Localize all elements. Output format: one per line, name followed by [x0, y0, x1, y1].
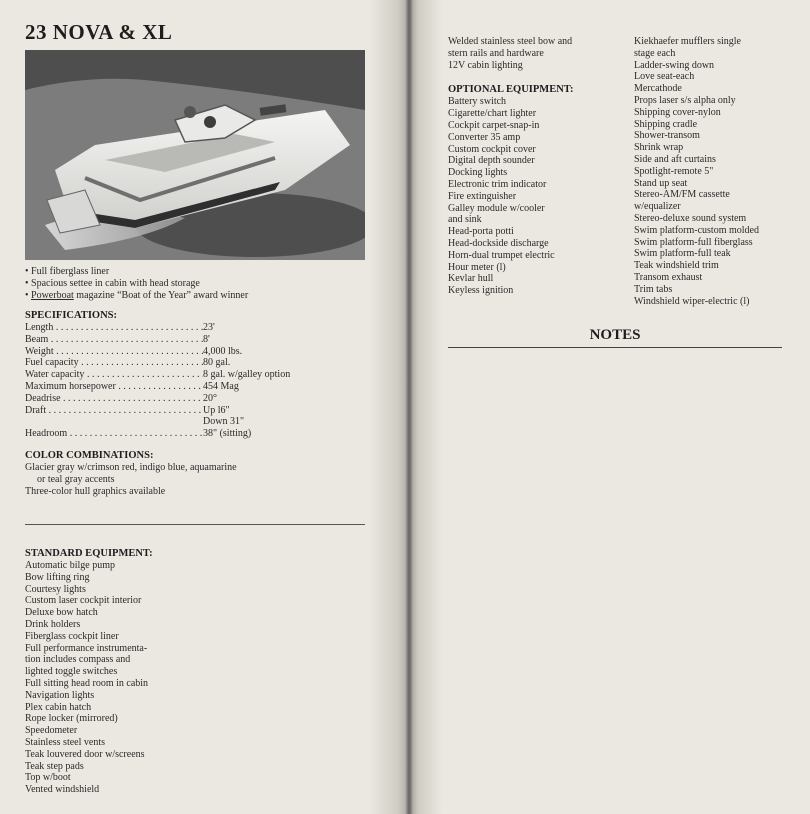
spec-row: [25, 346, 325, 358]
list-item: Spotlight-remote 5": [634, 165, 714, 177]
notes-divider: [448, 347, 782, 348]
list-item: Speedometer: [25, 725, 78, 737]
list-item: Horn-dual trumpet electric: [448, 249, 555, 261]
list-item: 12V cabin lighting: [448, 59, 523, 71]
color-combinations-heading: COLOR COMBINATIONS:: [25, 450, 154, 461]
right-column-2: [634, 36, 804, 307]
list-item: Transom exhaust: [634, 271, 703, 283]
list-item: Courtesy lights: [25, 583, 86, 595]
spec-value: Up l6" Down 31": [203, 404, 245, 428]
spec-row: [25, 357, 325, 369]
spec-row: [25, 334, 325, 346]
spec-row: [25, 428, 325, 440]
list-item: Ladder-swing down: [634, 59, 715, 71]
list-item: Cigarette/chart lighter: [448, 108, 537, 120]
list-item: Cockpit carpet-snap-in: [448, 119, 540, 131]
spec-row: [25, 405, 325, 429]
spec-label: Fuel capacity . . .: [25, 357, 203, 369]
bullet-item: [25, 290, 248, 302]
list-item: Battery switch: [448, 96, 507, 108]
list-item: Windshield wiper-electric (l): [634, 295, 750, 307]
list-item: Top w/boot: [25, 772, 71, 784]
spec-label: Deadrise . . .: [25, 393, 203, 405]
list-item: Mercathode: [634, 83, 682, 95]
section-divider: [25, 524, 365, 525]
specifications-heading: SPECIFICATIONS:: [25, 310, 117, 321]
bullet-item: • Full fiberglass liner: [25, 266, 248, 278]
optional-equipment-heading: OPTIONAL EQUIPMENT:: [448, 84, 574, 96]
spec-label: Draft . . .: [25, 405, 203, 429]
spec-value: 8 gal. w/galley option: [203, 369, 291, 381]
spec-label: Weight . . .: [25, 346, 203, 358]
list-item: Swim platform-full fiberglass: [634, 236, 753, 248]
list-item: Automatic bilge pump: [25, 560, 115, 571]
list-item: Swim platform-custom molded: [634, 224, 759, 236]
list-item: Drink holders: [25, 618, 81, 630]
list-item: Stereo-deluxe sound system: [634, 212, 747, 224]
spec-label: Water capacity . . .: [25, 369, 203, 381]
list-item: Vented windshield: [25, 784, 100, 796]
list-item: Custom laser cockpit interior: [25, 595, 142, 607]
page-title: 23 NOVA & XL: [25, 20, 173, 44]
list-item: Navigation lights: [25, 689, 95, 701]
list-item: Bow lifting ring: [25, 571, 90, 583]
color-line: Glacier gray w/crimson red, indigo blue, aquamarine: [25, 462, 237, 473]
list-item: Docking lights: [448, 167, 508, 179]
list-item: Props laser s/s alpha only: [634, 94, 736, 106]
list-item: Teak step pads: [25, 760, 84, 772]
spec-row: [25, 381, 325, 393]
spec-row: [25, 322, 325, 334]
hull-graphics-note: Three-color hull graphics available: [25, 485, 166, 497]
spec-label: Headroom . . .: [25, 428, 203, 440]
spec-row: [25, 393, 325, 405]
list-item: Stand up seat: [634, 177, 688, 189]
list-item: Plex cabin hatch: [25, 701, 92, 713]
list-item: Trim tabs: [634, 283, 673, 295]
spec-value: 8': [203, 333, 210, 345]
list-item: Shower-transom: [634, 130, 700, 142]
standard-equipment-heading: STANDARD EQUIPMENT:: [25, 548, 153, 559]
list-item: Swim platform-full teak: [634, 248, 731, 260]
boat-photo: [25, 50, 365, 260]
spec-label: Length . . .: [25, 322, 203, 334]
spacer: [448, 71, 628, 83]
list-item: Stereo-AM/FM cassette w/equalizer: [634, 189, 730, 213]
feature-bullets: [25, 266, 248, 302]
boat-illustration: [25, 50, 365, 260]
spec-label: Beam . . .: [25, 334, 203, 346]
color-combinations-section: [25, 449, 365, 497]
right-page: [410, 0, 810, 814]
list-item: Custom cockpit cover: [448, 143, 536, 155]
right-column-1: [448, 36, 628, 297]
list-item: Full sitting head room in cabin: [25, 677, 149, 689]
list-item: Welded stainless steel bow and stern rails and hardware: [448, 36, 573, 59]
list-item: Stainless steel vents: [25, 736, 105, 748]
list-item: Teak windshield trim: [634, 260, 719, 272]
spec-label: Maximum horsepower . . .: [25, 381, 203, 393]
list-item: Full performance instrumenta- tion includes compass and lighted toggle switches: [25, 642, 148, 678]
specifications-section: [25, 309, 325, 440]
list-item: Head-dockside discharge: [448, 237, 549, 249]
list-item: Fire extinguisher: [448, 190, 517, 202]
list-item: Rope locker (mirrored): [25, 713, 118, 725]
list-item: Shipping cover-nylon: [634, 106, 721, 118]
list-item: Kevlar hull: [448, 273, 494, 285]
list-item: Converter 35 amp: [448, 131, 521, 143]
notes-heading: NOTES: [589, 327, 641, 343]
list-item: Kiekhaefer mufflers single stage each: [634, 36, 741, 59]
list-item: Fiberglass cockpit liner: [25, 630, 119, 642]
list-item: Love seat-each: [634, 71, 695, 83]
spec-value: 4,000 lbs.: [203, 345, 243, 357]
list-item: Electronic trim indicator: [448, 178, 547, 190]
list-item: Teak louvered door w/screens: [25, 748, 145, 760]
list-item: Keyless ignition: [448, 285, 514, 297]
award-text: magazine “Boat of the Year” award winner: [73, 290, 249, 301]
list-item: Head-porta potti: [448, 226, 514, 238]
spec-row: [25, 369, 325, 381]
list-item: Deluxe bow hatch: [25, 607, 98, 619]
list-item: Hour meter (l): [448, 261, 506, 273]
spec-value: 20°: [203, 392, 217, 404]
spec-value: 80 gal.: [203, 357, 231, 369]
spec-value: 454 Mag: [203, 380, 239, 392]
bullet-item: • Spacious settee in cabin with head storage: [25, 278, 248, 290]
color-line: or teal gray accents: [37, 473, 115, 485]
list-item: Shrink wrap: [634, 142, 684, 154]
list-item: Shipping cradle: [634, 118, 698, 130]
standard-equipment-section: [25, 547, 275, 796]
list-item: Galley module w/cooler and sink: [448, 202, 545, 226]
page-gutter: [405, 0, 413, 814]
list-item: Digital depth sounder: [448, 155, 535, 167]
spec-value: 23': [203, 322, 215, 333]
spec-value: 38" (sitting): [203, 428, 252, 440]
powerboat-name: Powerboat: [31, 290, 74, 301]
list-item: Side and aft curtains: [634, 153, 716, 165]
